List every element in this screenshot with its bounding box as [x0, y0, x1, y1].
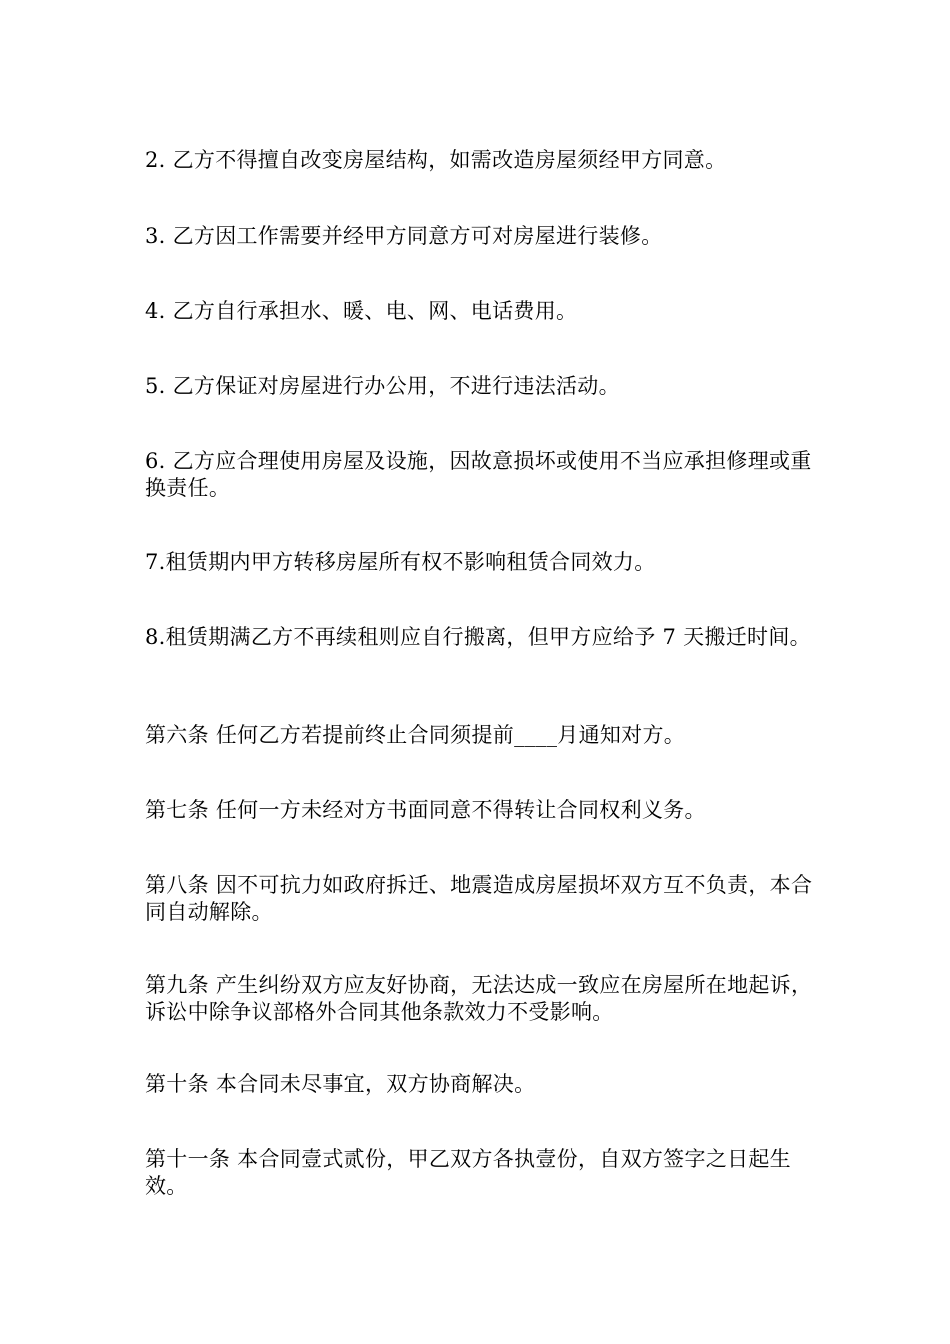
article-11: 第十一条 本合同壹式贰份，甲乙双方各执壹份，自双方签字之日起生效。: [145, 1147, 791, 1198]
clause-5: 5. 乙方保证对房屋进行办公用，不进行违法活动。: [145, 374, 620, 398]
clause-3: 3. 乙方因工作需要并经甲方同意方可对房屋进行装修。: [145, 224, 663, 248]
article-6: 第六条 任何乙方若提前终止合同须提前____月通知对方。: [145, 723, 686, 747]
clause-8: 8.租赁期满乙方不再续租则应自行搬离，但甲方应给予 7 天搬迁时间。: [145, 625, 811, 649]
article-9: 第九条 产生纠纷双方应友好协商，无法达成一致应在房屋所在地起诉，诉讼中除争议部格外合同其他条款效力不受影响。: [145, 973, 813, 1024]
article-8: 第八条 因不可抗力如政府拆迁、地震造成房屋损坏双方互不负责，本合同自动解除。: [145, 873, 813, 924]
clause-4: 4. 乙方自行承担水、暖、电、网、电话费用。: [145, 299, 578, 323]
clause-2: 2. 乙方不得擅自改变房屋结构，如需改造房屋须经甲方同意。: [145, 148, 727, 172]
article-7: 第七条 任何一方未经对方书面同意不得转让合同权利义务。: [145, 798, 706, 822]
clause-6: 6. 乙方应合理使用房屋及设施，因故意损坏或使用不当应承担修理或重换责任。: [145, 449, 812, 500]
clause-7: 7.租赁期内甲方转移房屋所有权不影响租赁合同效力。: [145, 550, 656, 574]
article-10: 第十条 本合同未尽事宜，双方协商解决。: [145, 1072, 536, 1096]
